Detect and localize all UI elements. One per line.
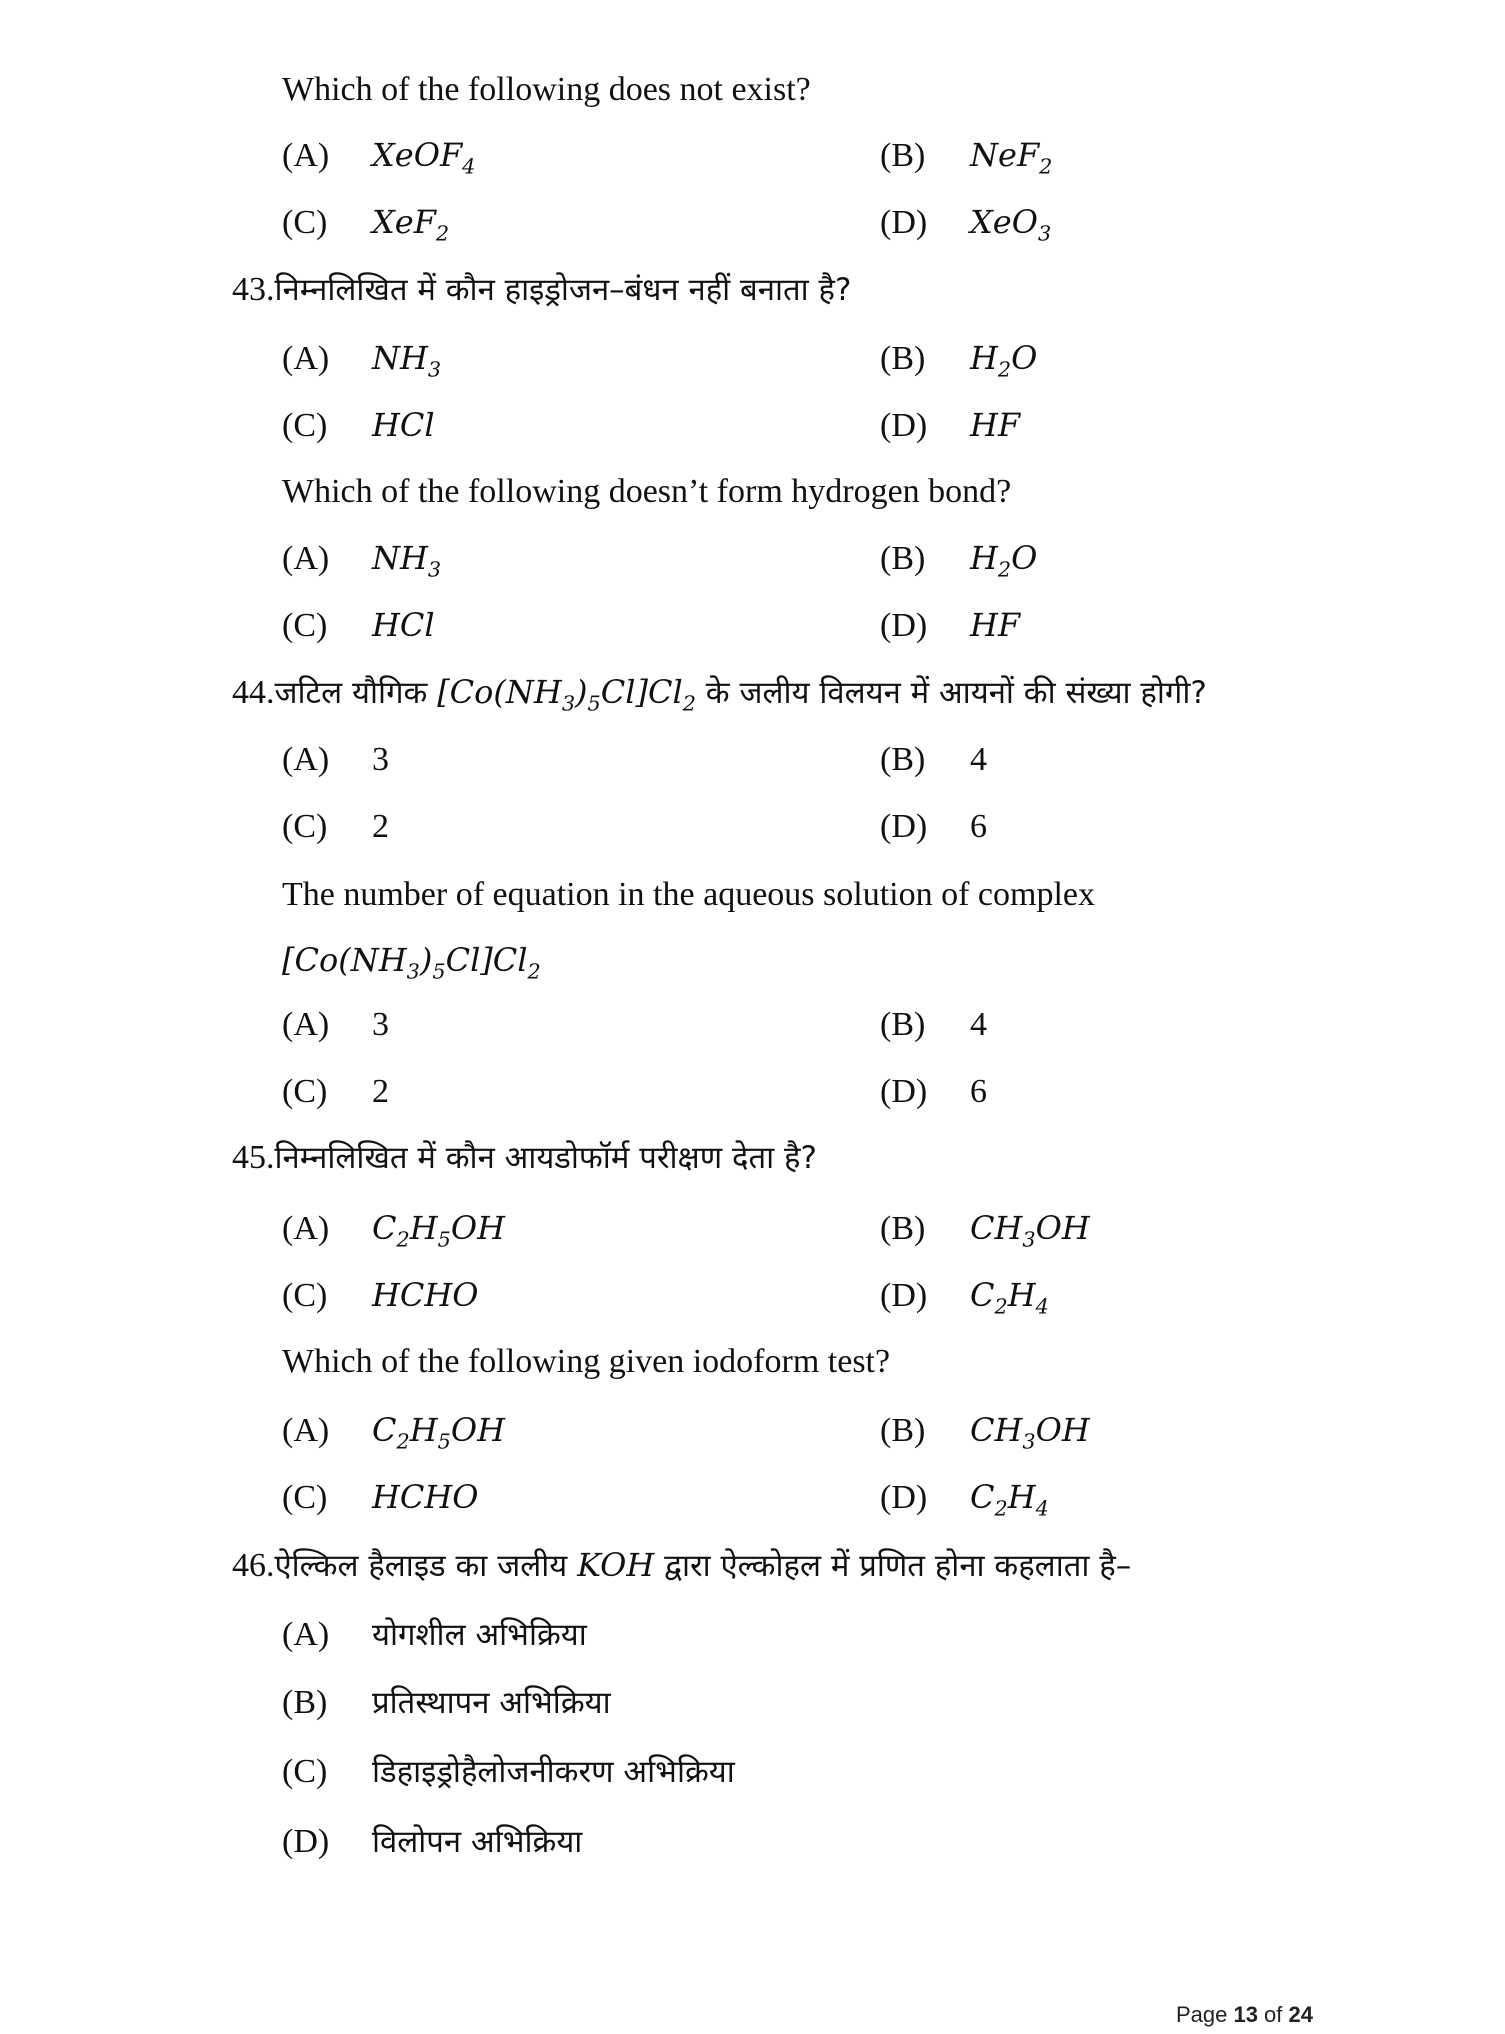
q44-hi-option-c: (C) 2 bbox=[282, 808, 389, 845]
q45-en-option-a: (A) $C_2H_5OH$ bbox=[282, 1411, 505, 1454]
q44-en-option-c: (C) 2 bbox=[282, 1073, 389, 1110]
q43-hi-option-b: (B) $H_2O$ bbox=[880, 339, 1038, 382]
q45-en-option-d: (D) $C_2H_4$ bbox=[880, 1478, 1049, 1521]
q46-option-c: (C) डिहाइड्रोहैलोजनीकरण अभिक्रिया bbox=[282, 1753, 735, 1790]
q42-option-a: (A) XeOF$_4$ bbox=[282, 136, 476, 179]
question-43-hindi: 43.निम्नलिखित में कौन हाइड्रोजन–बंधन नहीं बनाता है? bbox=[232, 271, 852, 308]
q45-hi-option-c: (C) HCHO bbox=[282, 1276, 479, 1314]
question-42-text: Which of the following does not exist? bbox=[282, 71, 811, 108]
q43-hi-option-a: (A) $NH_3$ bbox=[282, 339, 442, 382]
question-44-hindi: 44.जटिल यौगिक $[Co(NH_3)_5Cl]Cl_2$ के जलीय विलयन में आयनों की संख्या होगी? bbox=[232, 673, 1207, 716]
q46-option-d: (D) विलोपन अभिक्रिया bbox=[282, 1823, 583, 1860]
q43-en-option-a: (A) $NH_3$ bbox=[282, 539, 442, 582]
question-46-hindi: 46.ऐल्किल हैलाइड का जलीय KOH द्वारा ऐल्कोहल में प्रणित होना कहलाता है– bbox=[232, 1546, 1132, 1584]
page-footer: Page 13 of 24 bbox=[1175, 2002, 1313, 2027]
q44-hi-option-d: (D) 6 bbox=[880, 808, 987, 845]
q46-option-b: (B) प्रतिस्थापन अभिक्रिया bbox=[282, 1684, 611, 1721]
question-44-english: The number of equation in the aqueous solution of complex bbox=[282, 876, 1095, 913]
q42-option-d: (D) XeO$_3$ bbox=[880, 203, 1052, 246]
q44-en-option-a: (A) 3 bbox=[282, 1006, 389, 1043]
question-43-english: Which of the following doesn’t form hydrogen bond? bbox=[282, 473, 1012, 510]
q42-option-b: (B) NeF$_2$ bbox=[880, 136, 1053, 179]
q43-hi-option-d: (D) HF bbox=[880, 406, 1021, 444]
q45-hi-option-a: (A) $C_2H_5OH$ bbox=[282, 1209, 505, 1252]
q44-en-option-b: (B) 4 bbox=[880, 1006, 987, 1043]
q44-hi-option-a: (A) 3 bbox=[282, 741, 389, 778]
q42-option-c: (C) XeF$_2$ bbox=[282, 203, 450, 246]
q44-en-option-d: (D) 6 bbox=[880, 1073, 987, 1110]
q44-hi-option-b: (B) 4 bbox=[880, 741, 987, 778]
q45-hi-option-d: (D) $C_2H_4$ bbox=[880, 1276, 1049, 1319]
q43-en-option-b: (B) $H_2O$ bbox=[880, 539, 1038, 582]
question-45-english: Which of the following given iodoform test? bbox=[282, 1343, 891, 1380]
q45-hi-option-b: (B) $CH_3OH$ bbox=[880, 1209, 1090, 1252]
q45-en-option-c: (C) HCHO bbox=[282, 1478, 479, 1516]
question-44-formula: $[Co(NH_3)_5Cl]Cl_2$ bbox=[282, 941, 541, 984]
q45-en-option-b: (B) $CH_3OH$ bbox=[880, 1411, 1090, 1454]
q43-hi-option-c: (C) HCl bbox=[282, 406, 435, 444]
q43-en-option-d: (D) HF bbox=[880, 606, 1021, 644]
q46-option-a: (A) योगशील अभिक्रिया bbox=[282, 1616, 587, 1653]
question-45-hindi: 45.निम्नलिखित में कौन आयडोफॉर्म परीक्षण देता है? bbox=[232, 1139, 817, 1176]
q43-en-option-c: (C) HCl bbox=[282, 606, 435, 644]
